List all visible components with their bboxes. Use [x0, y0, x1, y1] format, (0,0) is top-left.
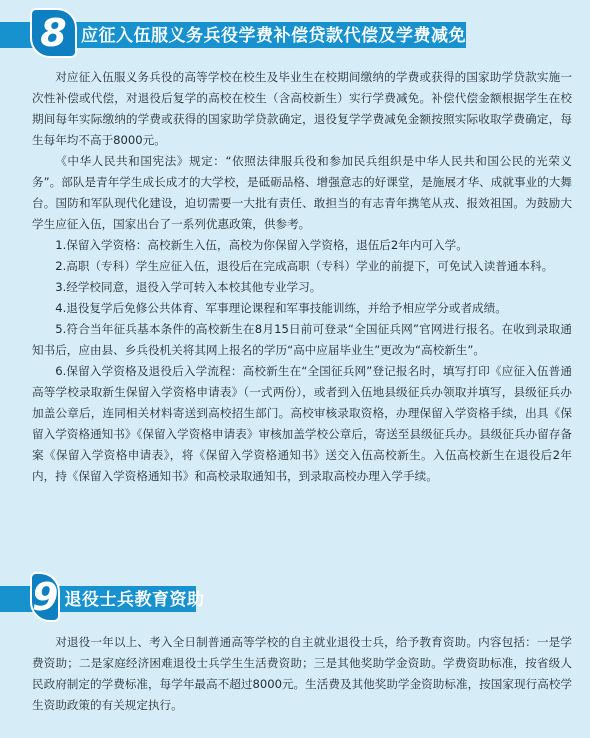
section-8-list-item: 3.经学校同意，退役入学可转入本校其他专业学习。: [55, 280, 322, 294]
section-9-header: [0, 575, 205, 619]
section-9-number-badge: 9: [30, 572, 60, 622]
section-8-paragraph: 《中华人民共和国宪法》规定：“依照法律服兵役和参加民兵组织是中华人民共和国公民的光荣义务”。部队是青年学生成长成才的大学校，是砥砺品格、增强意志的好课堂，是施展才华、成就事业的大舞台。国防和军队现代化建设，迫切需要一大批有责任、敢担当的有志青年携笔从戎、报效祖国。为鼓励大学生应征入伍，国家出台了一系列优惠政策，供参考。: [32, 154, 572, 231]
section-8-list-item: 6.保留入学资格及退役后入学流程：高校新生在“全国征兵网”登记报名时，填写打印《应征入伍普通高等学校录取新生保留入学资格申请表》（一式两份），或者到入伍地县级征兵办领取并填写，县级征兵办加盖公章后，连同相关材料寄送到高校招生部门。高校审核录取资格，办理保留入学资格手续，出具《保留入学资格通知书》《保留入学资格申请表》审核加盖学校公章后，寄送至县级征兵办。县级征兵办留存备案《保留入学资格申请表》，将《保留入学资格通知书》送交入伍高校新生。入伍高校新生在退役后2年内，持《保留入学资格通知书》和高校录取通知书，到录取高校办理入学手续。: [32, 364, 572, 483]
section-8-body: [32, 67, 572, 487]
section-8-list-item: 1.保留入学资格：高校新生入伍，高校为你保留入学资格，退伍后2年内可入学。: [55, 238, 468, 252]
section-8-list-item: 5.符合当年征兵基本条件的高校新生在8月15日前可登录“全国征兵网”官网进行报名。在收到录取通知书后，应由县、乡兵役机关将其网上报名的学历“高中应届毕业生”更改为“高校新生”。: [32, 322, 572, 357]
section-8-header: [0, 12, 466, 54]
section-8-number-badge: 8: [30, 8, 77, 58]
section-8-list-item: 4.退役复学后免修公共体育、军事理论课程和军事技能训练，并给予相应学分或者成绩。: [55, 301, 507, 315]
section-9-title: 退役士兵教育资助: [64, 589, 205, 610]
section-9-paragraph: 对退役一年以上、考入全日制普通高等学校的自主就业退役士兵，给予教育资助。内容包括：一是学费资助；二是家庭经济困难退役士兵学生生活费资助；三是其他奖助学金资助。学费资助标准，按省级人民政府制定的学费标准，每学年最高不超过8000元。生活费及其他奖助学金资助标准，按国家现行高校学生资助政策的有关规定执行。: [32, 635, 572, 712]
section-8-paragraph: 对应征入伍服义务兵役的高等学校在校生及毕业生在校期间缴纳的学费或获得的国家助学贷款实施一次性补偿或代偿，对退役后复学的高校在校生（含高校新生）实行学费减免。补偿代偿金额根据学生在校期间每年实际缴纳的学费或获得的国家助学贷款确定，退役复学学费减免金额按照实际收取学费确定，每生每年均不高于8000元。: [32, 70, 572, 147]
section-8-title: 应征入伍服义务兵役学费补偿贷款代偿及学费减免: [81, 25, 466, 46]
section-8-list-item: 2.高职（专科）学生应征入伍，退役后在完成高职（专科）学业的前提下，可免试入读普通本科。: [55, 259, 554, 273]
section-9-body: [32, 632, 572, 716]
